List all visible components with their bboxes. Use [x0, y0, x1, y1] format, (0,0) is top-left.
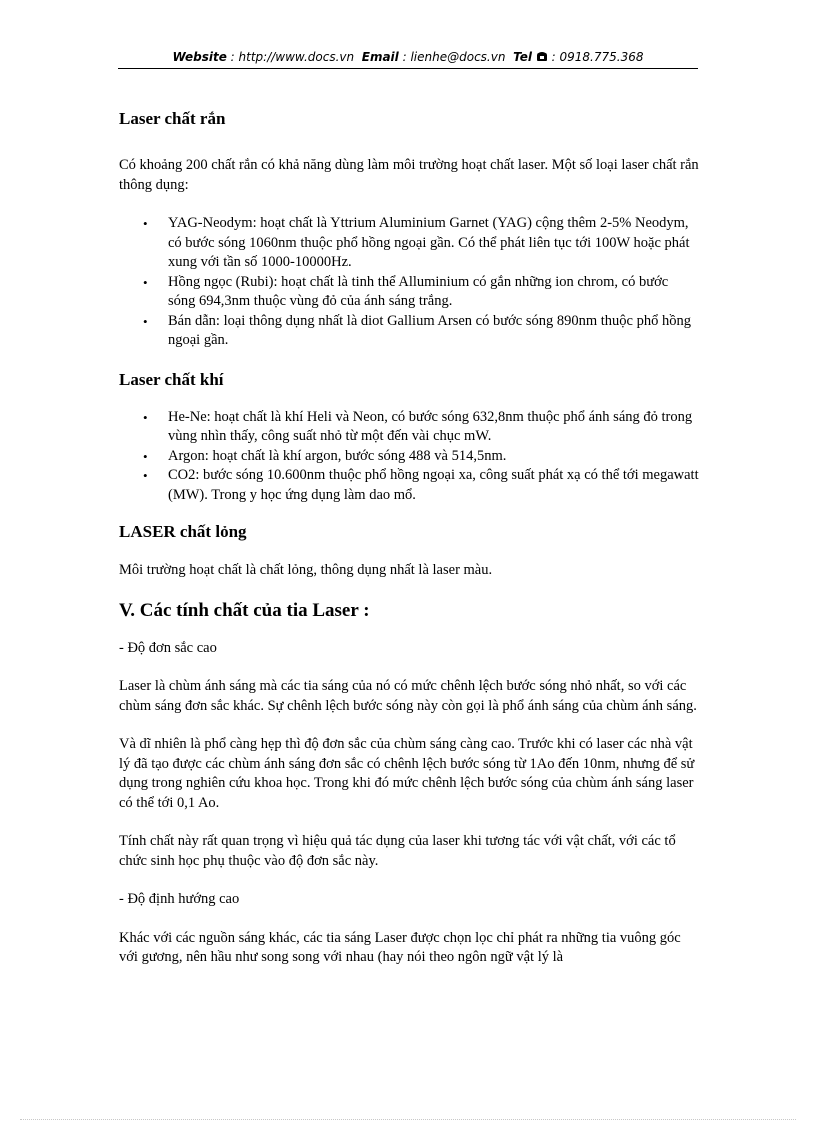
bullet-icon: • [143, 313, 148, 329]
directionality-label: - Độ định hướng cao [119, 891, 240, 907]
heading-solid-laser: Laser chất rắn [119, 109, 226, 128]
bullet-icon: • [143, 216, 148, 231]
heading-laser-properties: V. Các tính chất của tia Laser : [119, 599, 370, 621]
list-item: • He-Ne: hoạt chất là khí Heli và Neon, có bước sóng 632,8nm thuộc phổ ánh sáng đỏ trong vùng nhìn thấy, công suất nhỏ từ một đến vài chục mW. [143, 408, 693, 444]
bullet-icon: • [143, 448, 148, 464]
bullet-icon: • [143, 274, 148, 290]
phone-icon [536, 50, 548, 64]
bullet-icon: • [143, 409, 148, 425]
solid-laser-list [119, 214, 699, 351]
website-value: : http://www.docs.vn [230, 50, 355, 64]
directionality-paragraph-1: Khác với các nguồn sáng khác, các tia sáng Laser được chọn lọc chỉ phát ra những tia vuông góc với gương, nên hầu như song song với nhau (hay nói theo ngôn ngữ vật lý là [119, 929, 681, 965]
heading-liquid-laser: LASER chất lỏng [119, 522, 247, 541]
page-bottom-border [20, 1119, 796, 1120]
monochromatic-paragraph-3: Tính chất này rất quan trọng vì hiệu quả tác dụng của laser khi tương tác với vật chất, với các tổ chức sinh học phụ thuộc vào độ đơn sắc này. [119, 833, 676, 869]
website-label: Website [172, 50, 227, 64]
gas-laser-list [119, 408, 699, 506]
monochromatic-paragraph-2: Và dĩ nhiên là phổ càng hẹp thì độ đơn sắc của chùm sáng càng cao. Trước khi có laser các nhà vật lý đã tạo được các chùm ánh sáng đơn sắc có chênh lệch bước sóng từ 1Ao đến 10nm, nhưng để sử dụng trong nghiên cứu khoa học. Trong khi đó mức chênh lệch bước sóng của chùm ánh sáng laser có thể tới 0,1 Ao. [119, 736, 695, 811]
liquid-text: Môi trường hoạt chất là chất lỏng, thông dụng nhất là laser màu. [119, 562, 493, 578]
list-item: • CO2: bước sóng 10.600nm thuộc phổ hồng ngoại xa, công suất phát xạ có thể tới megawatt (MW). Trong y học ứng dụng làm dao mổ. [143, 467, 699, 503]
tel-label: Tel [513, 50, 532, 64]
list-item: • YAG-Neodym: hoạt chất là Yttrium Aluminium Garnet (YAG) cộng thêm 2-5% Neodym, có bước sóng 1060nm thuộc phổ hồng ngoại gần. Có thể phát liên tục tới 100W hoặc phát xung với tần số 1000-10000Hz. [143, 215, 690, 270]
solid-intro: Có khoảng 200 chất rắn có khả năng dùng làm môi trường hoạt chất laser. Một số loại laser chất rắn thông dụng: [119, 157, 699, 193]
list-item: • Hồng ngọc (Rubi): hoạt chất là tinh thể Alluminium có gắn những ion chrom, có bước sóng 694,3nm thuộc vùng đỏ của ánh sáng trắng. [143, 273, 669, 309]
list-item: • Bán dẫn: loại thông dụng nhất là diot Gallium Arsen có bước sóng 890nm thuộc phổ hồng ngoại gần. [143, 312, 691, 348]
email-label: Email [361, 50, 399, 64]
tel-value: : 0918.775.368 [551, 50, 644, 64]
monochromatic-paragraph-1: Laser là chùm ánh sáng mà các tia sáng của nó có mức chênh lệch bước sóng nhỏ nhất, so với các chùm sáng đơn sắc khác. Sự chênh lệch bước sóng này còn gọi là phổ ánh sáng của chùm ánh sáng. [119, 678, 697, 714]
page-header [118, 50, 698, 64]
bullet-icon: • [143, 468, 148, 483]
header-divider [118, 68, 698, 69]
heading-gas-laser: Laser chất khí [119, 369, 224, 389]
list-item: • Argon: hoạt chất là khí argon, bước sóng 488 và 514,5nm. [168, 447, 699, 467]
document-body [119, 108, 699, 968]
monochromatic-label: - Độ đơn sắc cao [119, 639, 217, 656]
email-value: : lienhe@docs.vn [402, 50, 506, 64]
